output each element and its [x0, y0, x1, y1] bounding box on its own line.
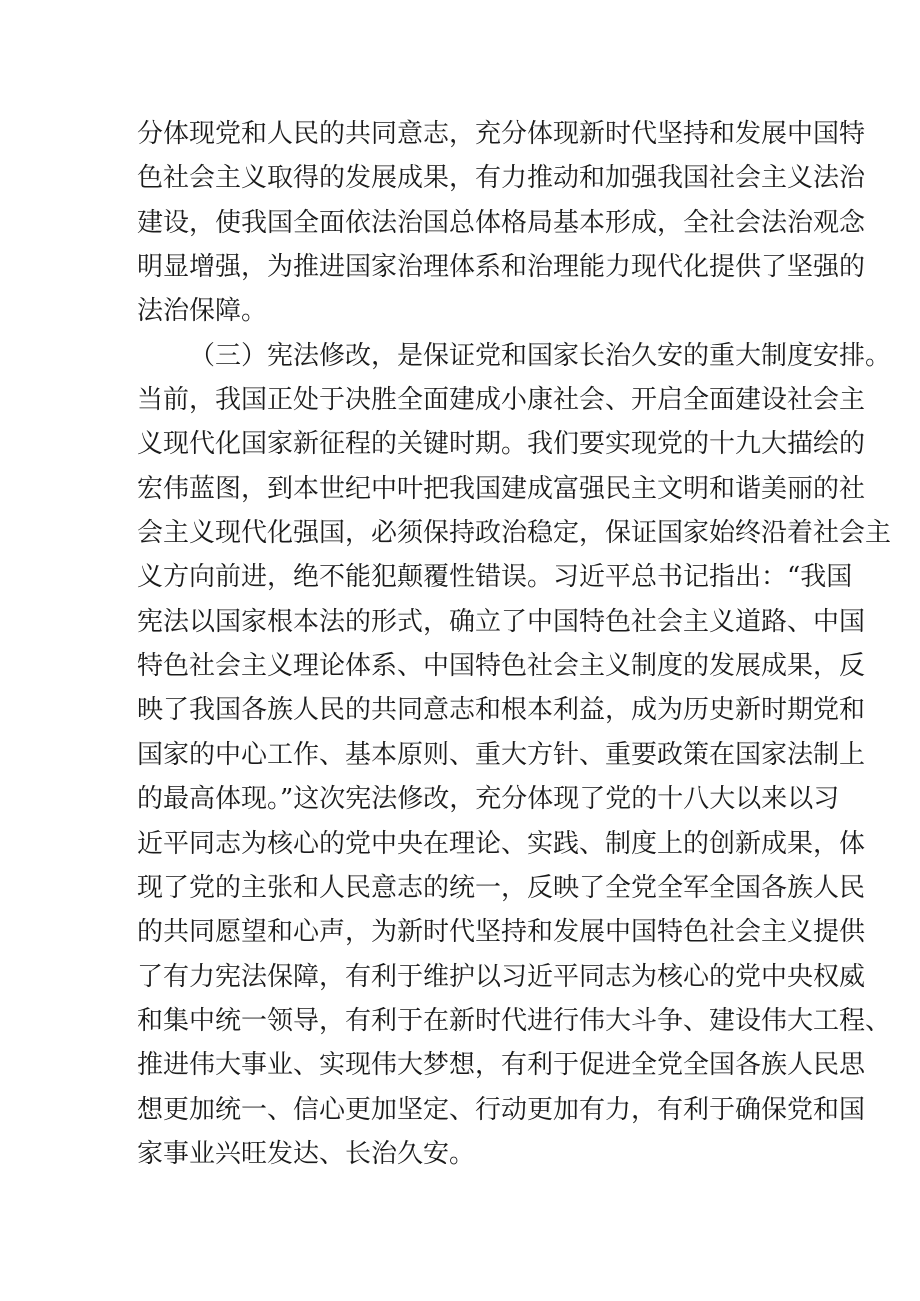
- section-heading-line: （三）宪法修改，是保证党和国家长治久安的重大制度安排。: [189, 340, 892, 371]
- text-line: 宏伟蓝图，到本世纪中叶把我国建成富强民主文明和谐美丽的社: [137, 473, 866, 504]
- text-line: 义方向前进，绝不能犯颠覆性错误。习近平总书记指出：“我国: [137, 562, 853, 593]
- text-line: 和集中统一领导，有利于在新时代进行伟大斗争、建设伟大工程、: [137, 1005, 892, 1036]
- document-body: [137, 112, 892, 1176]
- text-line: 法治保障。: [137, 296, 268, 327]
- text-line: 现了党的主张和人民意志的统一，反映了全党全军全国各族人民: [137, 872, 866, 903]
- text-line: 家事业兴旺发达、长治久安。: [137, 1138, 476, 1169]
- text-line: 的最高体现。”这次宪法修改，充分体现了党的十八大以来以习: [137, 784, 840, 815]
- text-line: 映了我国各族人民的共同意志和根本利益，成为历史新时期党和: [137, 695, 866, 726]
- text-line: 会主义现代化强国，必须保持政治稳定，保证国家始终沿着社会主: [137, 518, 892, 549]
- text-line: 国家的中心工作、基本原则、重大方针、重要政策在国家法制上: [137, 739, 866, 770]
- text-line: 近平同志为核心的党中央在理论、实践、制度上的创新成果，体: [137, 828, 866, 859]
- paragraph-2: [137, 334, 892, 1177]
- text-line: 义现代化国家新征程的关键时期。我们要实现党的十九大描绘的: [137, 429, 866, 460]
- text-line: 推进伟大事业、实现伟大梦想，有利于促进全党全国各族人民思: [137, 1050, 866, 1081]
- text-line: 想更加统一、信心更加坚定、行动更加有力，有利于确保党和国: [137, 1094, 866, 1125]
- text-line: 的共同愿望和心声，为新时代坚持和发展中国特色社会主义提供: [137, 917, 866, 948]
- text-line: 明显增强，为推进国家治理体系和治理能力现代化提供了坚强的: [137, 252, 866, 283]
- text-line: 当前，我国正处于决胜全面建成小康社会、开启全面建设社会主: [137, 385, 866, 416]
- text-line: 分体现党和人民的共同意志，充分体现新时代坚持和发展中国特: [137, 119, 866, 149]
- text-line: 宪法以国家根本法的形式，确立了中国特色社会主义道路、中国: [137, 606, 866, 637]
- text-line: 特色社会主义理论体系、中国特色社会主义制度的发展成果，反: [137, 651, 866, 682]
- text-line: 了有力宪法保障，有利于维护以习近平同志为核心的党中央权威: [137, 961, 866, 992]
- text-line: 建设，使我国全面依法治国总体格局基本形成，全社会法治观念: [137, 207, 866, 238]
- text-line: 色社会主义取得的发展成果，有力推动和加强我国社会主义法治: [137, 163, 866, 194]
- paragraph-1: [137, 112, 866, 334]
